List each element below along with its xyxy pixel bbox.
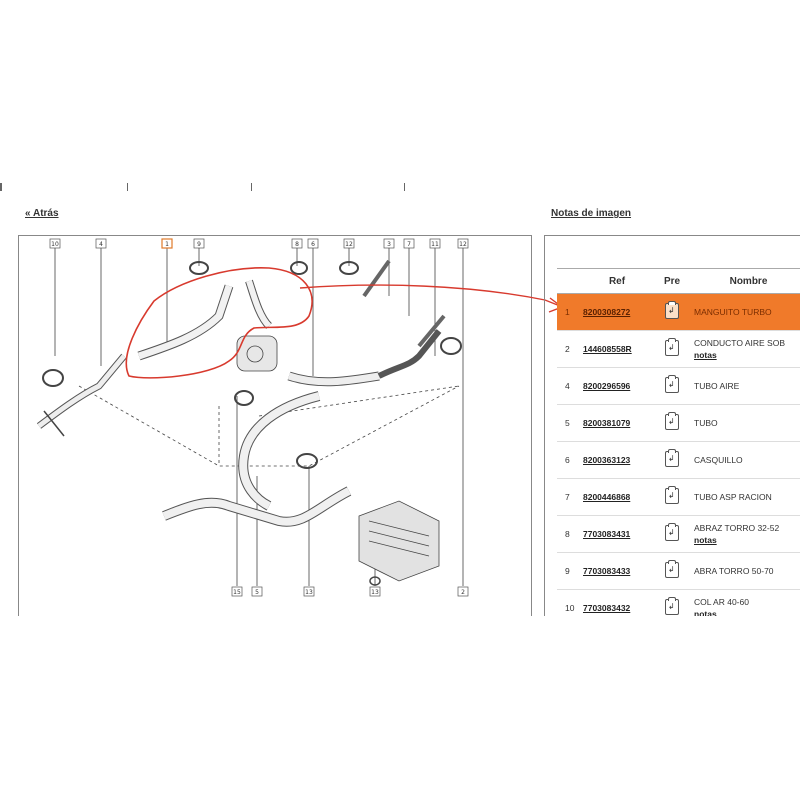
callout-8: 8 bbox=[295, 241, 299, 248]
part-name-cell bbox=[692, 368, 800, 405]
part-name: TUBO ASP RACION bbox=[694, 492, 772, 502]
clamp-12 bbox=[441, 338, 461, 354]
part-ref-link[interactable]: 144608558R bbox=[582, 331, 652, 368]
clipboard-icon[interactable] bbox=[665, 340, 679, 356]
col-pre: Pre bbox=[652, 269, 692, 294]
col-ref: Ref bbox=[582, 269, 652, 294]
header-tick bbox=[251, 183, 252, 191]
row-index: 8 bbox=[557, 516, 582, 553]
part-name-cell bbox=[692, 479, 800, 516]
clipboard-icon[interactable] bbox=[665, 525, 679, 541]
callout-4: 4 bbox=[99, 241, 103, 248]
price-cell[interactable] bbox=[652, 442, 692, 479]
assembly-line bbox=[79, 386, 459, 466]
table-row[interactable] bbox=[557, 331, 800, 368]
clamp-10 bbox=[43, 370, 63, 386]
row-index: 1 bbox=[557, 294, 582, 331]
callout-2: 2 bbox=[461, 589, 465, 596]
callout-12a: 12 bbox=[345, 241, 353, 248]
clamp-8 bbox=[291, 262, 307, 274]
price-cell[interactable] bbox=[652, 553, 692, 590]
callout-11: 11 bbox=[431, 241, 439, 248]
header-tick bbox=[404, 183, 405, 191]
part-name: ABRA TORRO 50-70 bbox=[694, 566, 774, 576]
col-name: Nombre bbox=[692, 269, 800, 294]
part-name-cell bbox=[692, 442, 800, 479]
part-name: TUBO bbox=[694, 418, 718, 428]
clamp-13a bbox=[235, 391, 253, 405]
part-ref-link[interactable]: 8200363123 bbox=[582, 442, 652, 479]
part-name: COL AR 40-60 bbox=[694, 597, 749, 607]
callout-15: 15 bbox=[233, 589, 241, 596]
part-ref-link[interactable]: 7703083432 bbox=[582, 590, 652, 617]
header-tick bbox=[127, 183, 128, 191]
price-cell[interactable] bbox=[652, 405, 692, 442]
part-name-cell bbox=[692, 590, 800, 617]
table-row[interactable] bbox=[557, 368, 800, 405]
clipboard-icon[interactable] bbox=[665, 377, 679, 393]
table-row[interactable] bbox=[557, 442, 800, 479]
return-arrow-icon: ↲ bbox=[668, 454, 675, 463]
row-index: 5 bbox=[557, 405, 582, 442]
parts-table-body bbox=[557, 294, 800, 617]
return-arrow-icon: ↲ bbox=[668, 565, 675, 574]
part-name: CASQUILLO bbox=[694, 455, 743, 465]
callout-6: 6 bbox=[311, 241, 315, 248]
parts-diagram-drawing bbox=[19, 236, 531, 616]
clipboard-icon[interactable] bbox=[665, 562, 679, 578]
table-row[interactable] bbox=[557, 405, 800, 442]
clipboard-icon[interactable] bbox=[665, 414, 679, 430]
notes-link[interactable]: notas bbox=[694, 350, 717, 360]
return-arrow-icon: ↲ bbox=[668, 343, 675, 352]
part-ref-link[interactable]: 8200296596 bbox=[582, 368, 652, 405]
price-cell[interactable] bbox=[652, 516, 692, 553]
tube-6-inner bbox=[289, 376, 379, 382]
callout-9: 9 bbox=[197, 241, 201, 248]
callout-3: 3 bbox=[387, 241, 391, 248]
return-arrow-icon: ↲ bbox=[668, 417, 675, 426]
callout-5: 5 bbox=[255, 589, 259, 596]
part-name: ABRAZ TORRO 32-52 bbox=[694, 523, 780, 533]
return-arrow-icon: ↲ bbox=[668, 491, 675, 500]
image-notes-link[interactable]: Notas de imagen bbox=[551, 208, 632, 219]
table-row[interactable] bbox=[557, 590, 800, 617]
price-cell[interactable] bbox=[652, 294, 692, 331]
clipboard-icon[interactable] bbox=[665, 599, 679, 615]
return-arrow-icon: ↲ bbox=[668, 528, 675, 537]
turbo-hose-1b-inner bbox=[249, 281, 269, 326]
row-index: 6 bbox=[557, 442, 582, 479]
row-index: 2 bbox=[557, 331, 582, 368]
part-name: TUBO AIRE bbox=[694, 381, 740, 391]
price-cell[interactable] bbox=[652, 368, 692, 405]
tube-15-inner bbox=[243, 396, 319, 506]
part-name-cell bbox=[692, 516, 800, 553]
part-name-cell bbox=[692, 331, 800, 368]
table-row[interactable] bbox=[557, 479, 800, 516]
callout-1: 1 bbox=[165, 241, 169, 248]
table-row[interactable] bbox=[557, 516, 800, 553]
callout-7: 7 bbox=[407, 241, 411, 248]
row-index: 4 bbox=[557, 368, 582, 405]
part-name-cell bbox=[692, 553, 800, 590]
sensor-rod bbox=[364, 261, 389, 296]
parts-table-panel bbox=[544, 235, 800, 616]
clipboard-icon[interactable] bbox=[665, 451, 679, 467]
row-index: 10 bbox=[557, 590, 582, 617]
back-link[interactable]: « Atrás bbox=[25, 208, 59, 219]
col-index bbox=[557, 269, 582, 294]
part-name-cell bbox=[692, 405, 800, 442]
part-ref-link[interactable]: 7703083433 bbox=[582, 553, 652, 590]
return-arrow-icon: ↲ bbox=[668, 602, 675, 611]
row-index: 7 bbox=[557, 479, 582, 516]
part-ref-link[interactable]: 8200381079 bbox=[582, 405, 652, 442]
intercooler bbox=[359, 501, 439, 581]
return-arrow-icon: ↲ bbox=[668, 306, 675, 315]
row-index: 9 bbox=[557, 553, 582, 590]
part-ref-link[interactable]: 8200308272 bbox=[582, 294, 652, 331]
parts-table bbox=[557, 268, 800, 616]
part-name: CONDUCTO AIRE SOB bbox=[694, 338, 785, 348]
clipboard-icon[interactable] bbox=[665, 488, 679, 504]
page-edge-marker bbox=[0, 183, 2, 191]
clamp-13 bbox=[297, 454, 317, 468]
callout-10: 10 bbox=[51, 241, 59, 248]
return-arrow-icon: ↲ bbox=[668, 380, 675, 389]
highlight-circle bbox=[126, 268, 312, 378]
tube-7 bbox=[379, 331, 439, 376]
notes-link[interactable]: notas bbox=[694, 535, 717, 545]
price-cell[interactable] bbox=[652, 590, 692, 617]
part-name: MANGUITO TURBO bbox=[694, 307, 772, 317]
table-row[interactable] bbox=[557, 553, 800, 590]
callout-13: 13 bbox=[305, 589, 313, 596]
price-cell[interactable] bbox=[652, 479, 692, 516]
callout-13b: 13 bbox=[371, 589, 379, 596]
clipboard-icon[interactable] bbox=[665, 303, 679, 319]
notes-link[interactable]: notas bbox=[694, 609, 717, 616]
table-row[interactable] bbox=[557, 294, 800, 331]
part-ref-link[interactable]: 7703083431 bbox=[582, 516, 652, 553]
part-ref-link[interactable]: 8200446868 bbox=[582, 479, 652, 516]
turbo-hose-1-inner bbox=[139, 286, 229, 356]
callout-12: 12 bbox=[459, 241, 467, 248]
part-name-cell bbox=[692, 294, 800, 331]
price-cell[interactable] bbox=[652, 331, 692, 368]
parts-diagram[interactable] bbox=[18, 235, 532, 616]
